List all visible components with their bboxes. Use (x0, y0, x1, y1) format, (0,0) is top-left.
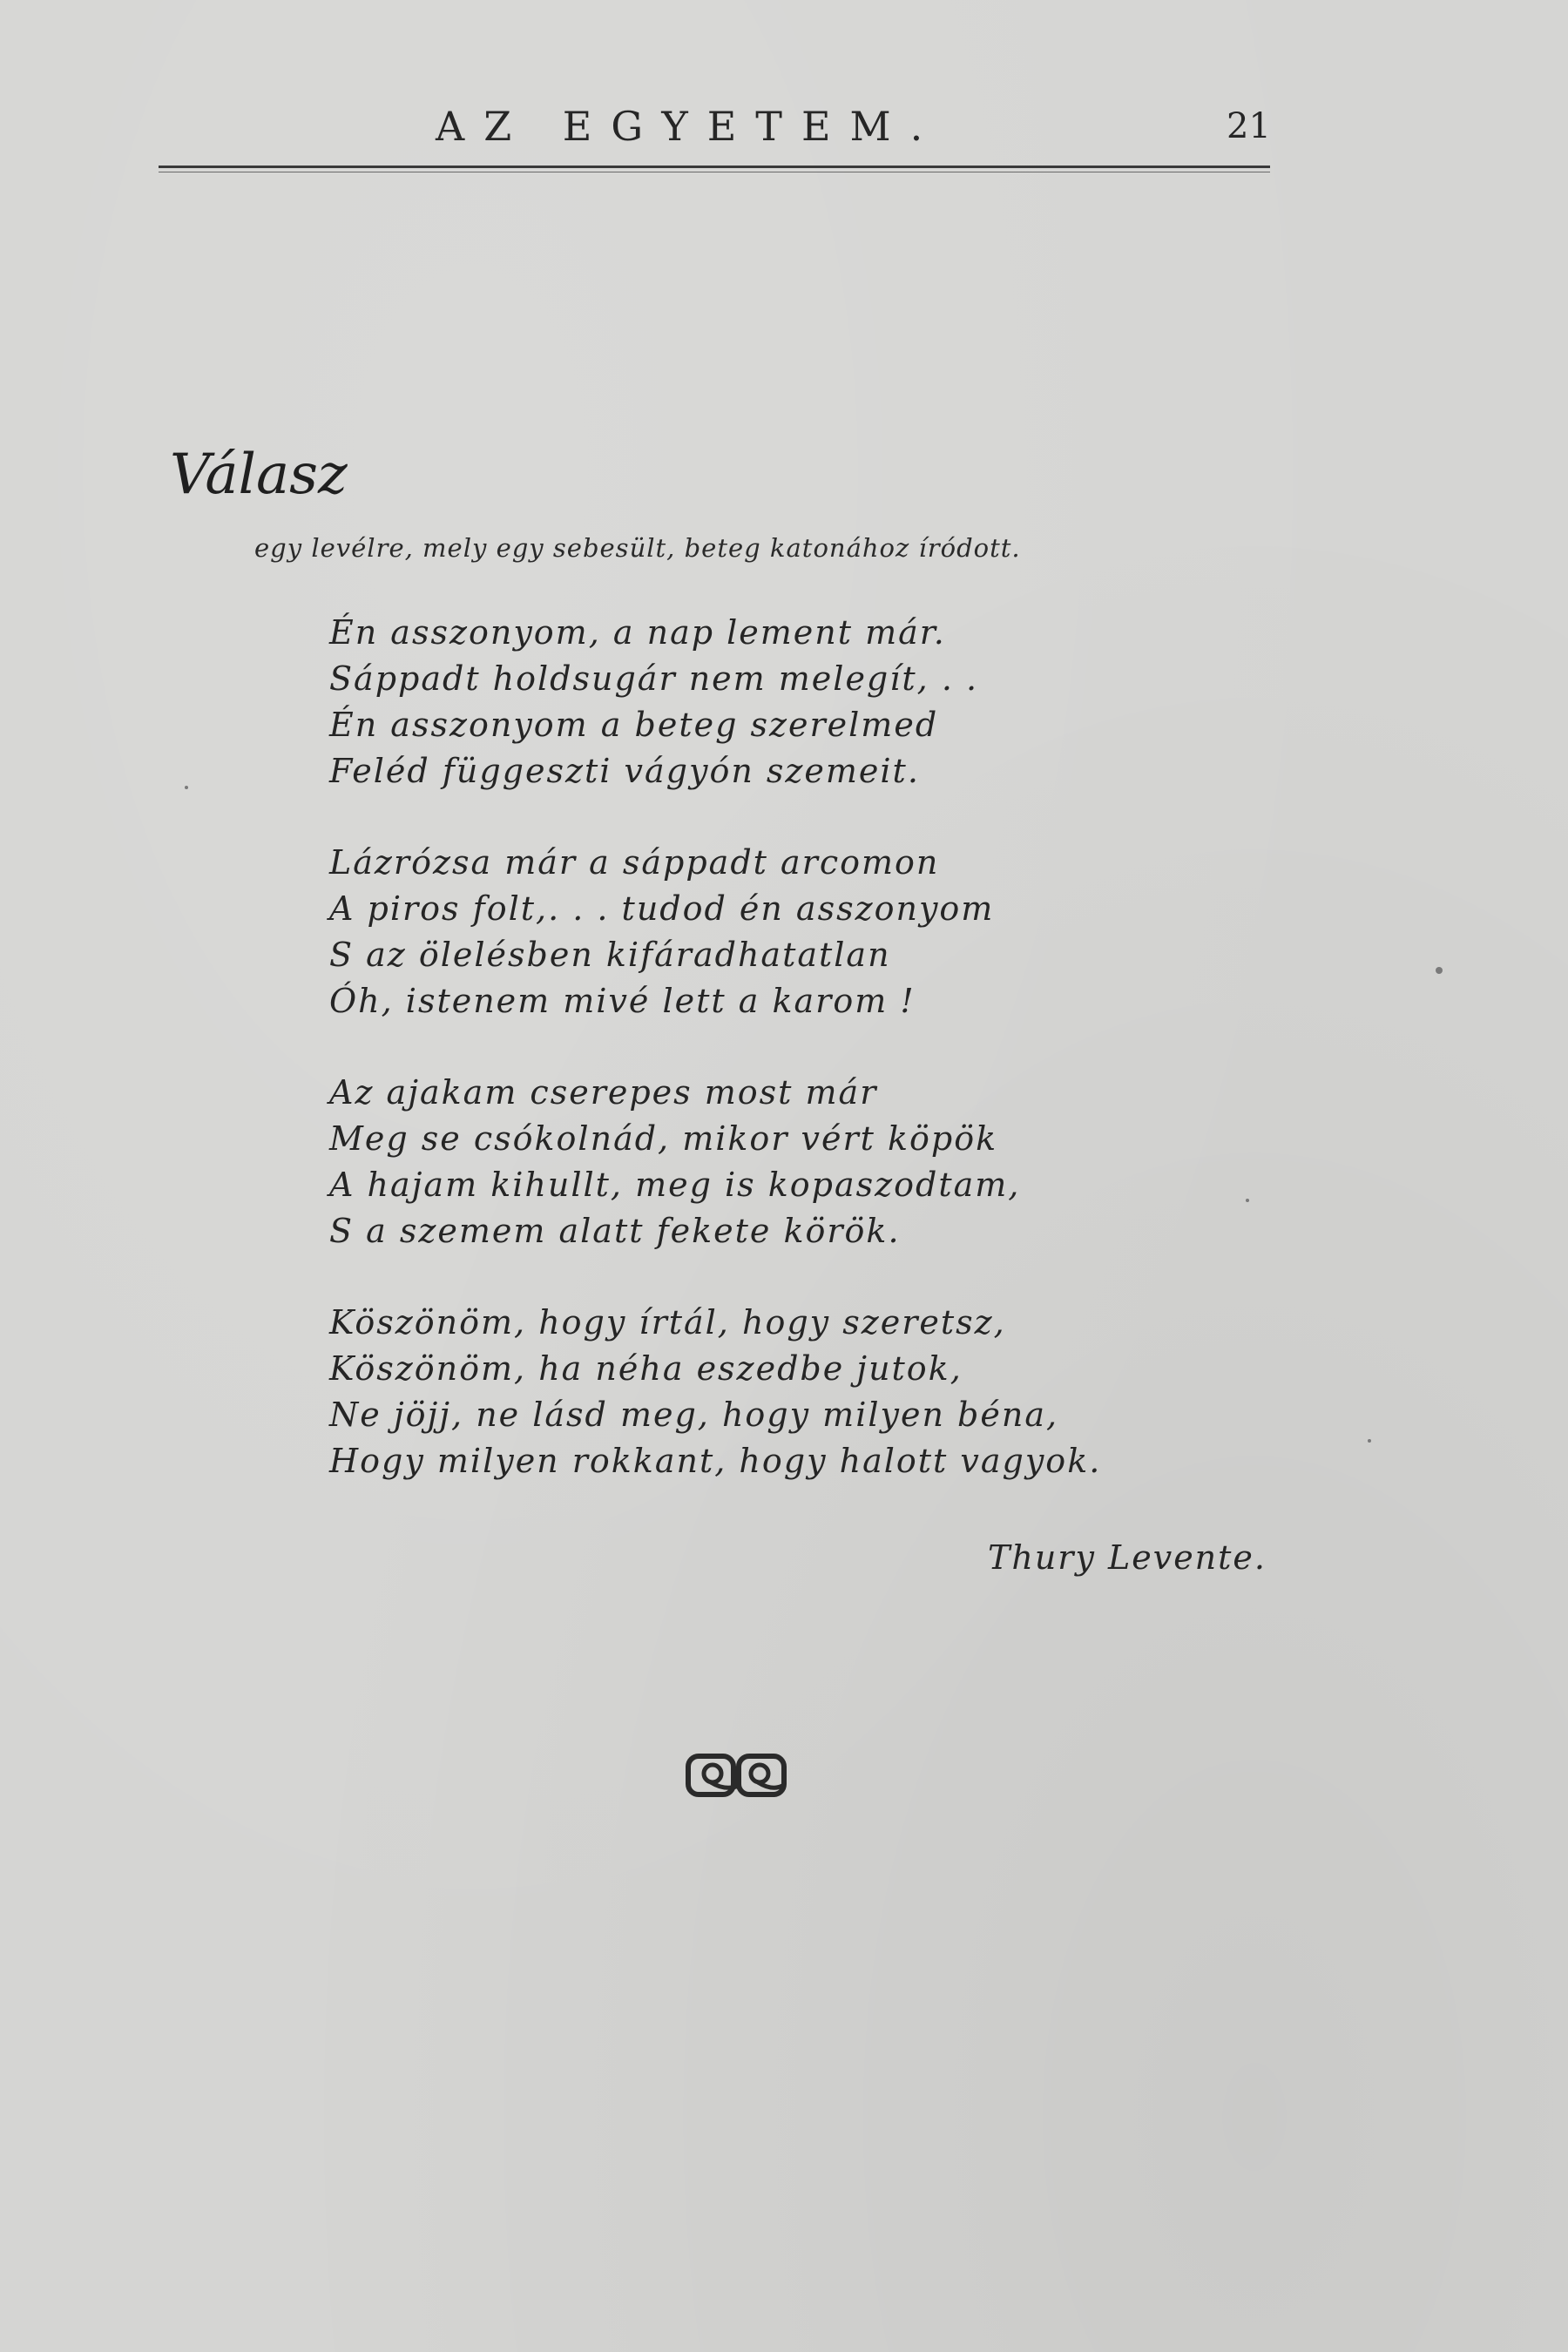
poem-line: Óh, istenem mivé lett a karom ! (329, 982, 916, 1020)
running-head-title: AZ EGYETEM. (436, 103, 943, 150)
poem-title: Válasz (170, 443, 348, 507)
poem-line: Én asszonyom, a nap lement már. (329, 613, 946, 652)
poem-line: Sáppadt holdsugár nem melegít, . . (329, 659, 979, 698)
stanza-2 (329, 840, 1101, 1024)
poem-line: Én asszonyom a beteg szerelmed (329, 706, 939, 744)
stanza-4 (329, 1300, 1101, 1484)
poem-line: Meg se csókolnád, mikor vért köpök (329, 1119, 998, 1158)
poem-body (329, 610, 1101, 1530)
poem-line: Hogy milyen rokkant, hogy halott vagyok. (329, 1442, 1102, 1480)
poem-line: Feléd függeszti vágyón szemeit. (329, 752, 920, 790)
poem-author: Thury Levente. (988, 1538, 1267, 1577)
paper-speck (185, 786, 188, 789)
header-rule (159, 166, 1270, 168)
poem-line: S az ölelésben kifáradhatatlan (329, 936, 891, 974)
poem-line: S a szemem alatt fekete körök. (329, 1212, 901, 1250)
poem-line: Lázrózsa már a sáppadt arcomon (329, 843, 940, 882)
page-number: 21 (1227, 106, 1271, 146)
paper-speck (1246, 1199, 1249, 1202)
poem-line: Köszönöm, hogy írtál, hogy szeretsz, (329, 1303, 1006, 1342)
stanza-1 (329, 610, 1101, 794)
poem-line: A hajam kihullt, meg is kopaszodtam, (329, 1166, 1021, 1204)
poem-subtitle: egy levélre, mely egy sebesült, beteg katonához íródott. (254, 533, 1021, 563)
paper-speck (1368, 1439, 1371, 1443)
poem-line: A piros folt,. . . tudod én asszonyom (329, 889, 995, 928)
poem-line: Az ajakam cserepes most már (329, 1073, 878, 1112)
paper-speck (1436, 967, 1443, 974)
printer-ornament-icon (685, 1751, 787, 1800)
poem-line: Ne jöjj, ne lásd meg, hogy milyen béna, (329, 1396, 1059, 1434)
stanza-3 (329, 1070, 1101, 1254)
poem-line: Köszönöm, ha néha eszedbe jutok, (329, 1349, 963, 1388)
